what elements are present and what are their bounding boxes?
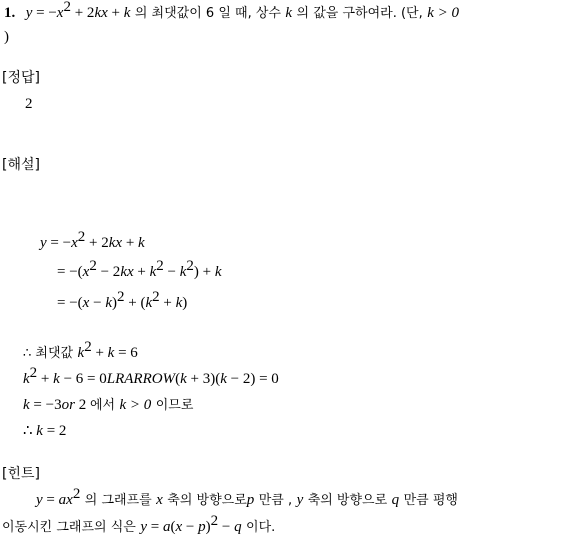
s1-sup: 2 bbox=[77, 229, 86, 245]
l1-b: = 6 bbox=[114, 345, 138, 361]
eq-part2: + 2 bbox=[70, 5, 95, 21]
s3-k2: k bbox=[145, 295, 153, 311]
hint-text-7: 이다. bbox=[246, 520, 276, 535]
hint-line-2 bbox=[2, 513, 276, 535]
s2-d: − bbox=[163, 264, 180, 280]
l1-k: k bbox=[77, 345, 85, 361]
hint-line-1 bbox=[36, 486, 458, 508]
l1-sup: 2 bbox=[84, 339, 92, 355]
solution-condition: k > 0 bbox=[119, 397, 152, 413]
h1-y: y bbox=[36, 492, 43, 508]
s1-b: + 2 bbox=[85, 235, 109, 251]
h2-c: − bbox=[182, 519, 199, 535]
s2-e: ) + bbox=[193, 264, 215, 280]
s3-f: ) bbox=[182, 295, 188, 311]
s3-k3: k bbox=[175, 295, 183, 311]
solution-line-1 bbox=[23, 339, 138, 361]
s2-x: x bbox=[82, 264, 90, 280]
l4-therefore: ∴ bbox=[23, 423, 37, 439]
s3-a: = −( bbox=[57, 295, 83, 311]
l3-k: k bbox=[23, 397, 30, 413]
s2-sup3: 2 bbox=[186, 258, 194, 274]
l1-a: + bbox=[91, 345, 108, 361]
h2-x: x bbox=[175, 519, 183, 535]
s3-x: x bbox=[82, 295, 90, 311]
problem-line-2 bbox=[4, 30, 9, 45]
l2-k4: k bbox=[220, 371, 227, 387]
s2-k3: k bbox=[214, 264, 222, 280]
l4-a: = 2 bbox=[42, 423, 67, 439]
s2-k: k bbox=[149, 264, 157, 280]
h2-q: q bbox=[234, 519, 242, 535]
s3-k: k bbox=[105, 295, 112, 311]
answer-value: 2 bbox=[25, 96, 33, 112]
solution-align-line-1 bbox=[40, 229, 145, 251]
h1-ax: ax bbox=[58, 492, 73, 508]
s3-c: ) bbox=[111, 295, 117, 311]
eq-part3: + bbox=[107, 5, 124, 21]
h2-a: = bbox=[146, 519, 163, 535]
eq-part: = − bbox=[32, 5, 57, 21]
hint-header: [힌트] bbox=[2, 466, 40, 482]
solution-line-4 bbox=[23, 424, 66, 439]
problem-text-1: 의 최댓값이 6 일 때, 상수 bbox=[134, 6, 281, 21]
s2-sup2: 2 bbox=[156, 258, 164, 274]
l2-k3: k bbox=[180, 371, 187, 387]
s2-b: − 2 bbox=[96, 264, 121, 280]
s2-c: + bbox=[133, 264, 150, 280]
l3-a: = −3 bbox=[29, 397, 62, 413]
solution-text-from: 에서 bbox=[89, 398, 116, 413]
eq-kx: kx bbox=[94, 5, 108, 21]
s2-a: = −( bbox=[57, 264, 83, 280]
hint-x: x bbox=[156, 492, 163, 508]
s1-kx: kx bbox=[108, 235, 123, 251]
h2-p: p bbox=[198, 519, 206, 535]
problem-text-2: 의 값을 구하여라. (단, bbox=[296, 6, 423, 21]
solution-align-line-3 bbox=[57, 289, 188, 311]
s2-sup: 2 bbox=[89, 258, 97, 274]
l2-e: − 2) = 0 bbox=[226, 371, 279, 387]
solution-header: [해설] bbox=[2, 157, 40, 173]
s3-e: + bbox=[159, 295, 176, 311]
s1-k: k bbox=[138, 235, 145, 251]
solution-line-2 bbox=[23, 365, 279, 387]
h2-sup: 2 bbox=[210, 513, 219, 529]
s2-kx: kx bbox=[120, 264, 134, 280]
solution-align-line-2 bbox=[57, 258, 222, 280]
l1-k2: k bbox=[107, 345, 115, 361]
l3-or: or bbox=[61, 397, 75, 413]
problem-equation: y bbox=[25, 5, 33, 21]
hint-text-2: 축의 방향으로 bbox=[167, 493, 247, 508]
hint-text-1: 의 그래프를 bbox=[84, 493, 152, 508]
h2-b: ( bbox=[170, 519, 176, 535]
hint-text-6: 이동시킨 그래프의 식은 bbox=[2, 520, 136, 535]
hint-text-4: 축의 방향으로 bbox=[307, 493, 388, 508]
problem-line-1 bbox=[4, 0, 459, 21]
problem-k: k bbox=[285, 5, 293, 21]
answer-header: [정답] bbox=[2, 70, 40, 86]
s3-sup2: 2 bbox=[152, 289, 160, 305]
h2-y: y bbox=[140, 519, 147, 535]
l3-b: 2 bbox=[74, 397, 90, 413]
eq-x: x bbox=[56, 5, 64, 21]
solution-line-3 bbox=[23, 398, 193, 413]
l2-c: ( bbox=[175, 371, 181, 387]
l2-lrarrow: LRARROW bbox=[106, 371, 176, 387]
h1-a: = bbox=[42, 492, 59, 508]
l4-k: k bbox=[36, 423, 43, 439]
hint-q: q bbox=[391, 492, 400, 508]
s3-b: − bbox=[89, 295, 106, 311]
l2-a: + bbox=[37, 371, 54, 387]
s1-c: + bbox=[122, 235, 139, 251]
h2-e: − bbox=[218, 519, 235, 535]
h1-sup: 2 bbox=[72, 486, 81, 502]
solution-max-label: ∴ 최댓값 bbox=[23, 346, 74, 361]
eq-k: k bbox=[123, 5, 131, 21]
s1-y: y bbox=[40, 235, 47, 251]
s3-d: + ( bbox=[124, 295, 146, 311]
hint-text-5: 만큼 평행 bbox=[403, 493, 458, 508]
h2-d: ) bbox=[205, 519, 211, 535]
s1-x: x bbox=[71, 235, 78, 251]
hint-p: p bbox=[246, 492, 255, 508]
s3-sup: 2 bbox=[116, 289, 125, 305]
l2-k: k bbox=[23, 371, 30, 387]
eq-sup: 2 bbox=[63, 0, 71, 15]
l2-k2: k bbox=[53, 371, 60, 387]
s2-k2: k bbox=[179, 264, 187, 280]
l2-d: + 3)( bbox=[186, 371, 221, 387]
h2-a2: a bbox=[162, 519, 171, 535]
l2-sup: 2 bbox=[29, 365, 38, 381]
problem-condition: k > 0 bbox=[427, 5, 459, 21]
problem-number: 1. bbox=[4, 5, 16, 21]
l2-b: − 6 = 0 bbox=[59, 371, 107, 387]
problem-close-paren: ) bbox=[4, 29, 9, 45]
hint-y: y bbox=[296, 492, 304, 508]
hint-text-3: 만큼 , bbox=[258, 493, 293, 508]
solution-text-so: 이므로 bbox=[155, 398, 194, 413]
s1-a: = − bbox=[46, 235, 72, 251]
